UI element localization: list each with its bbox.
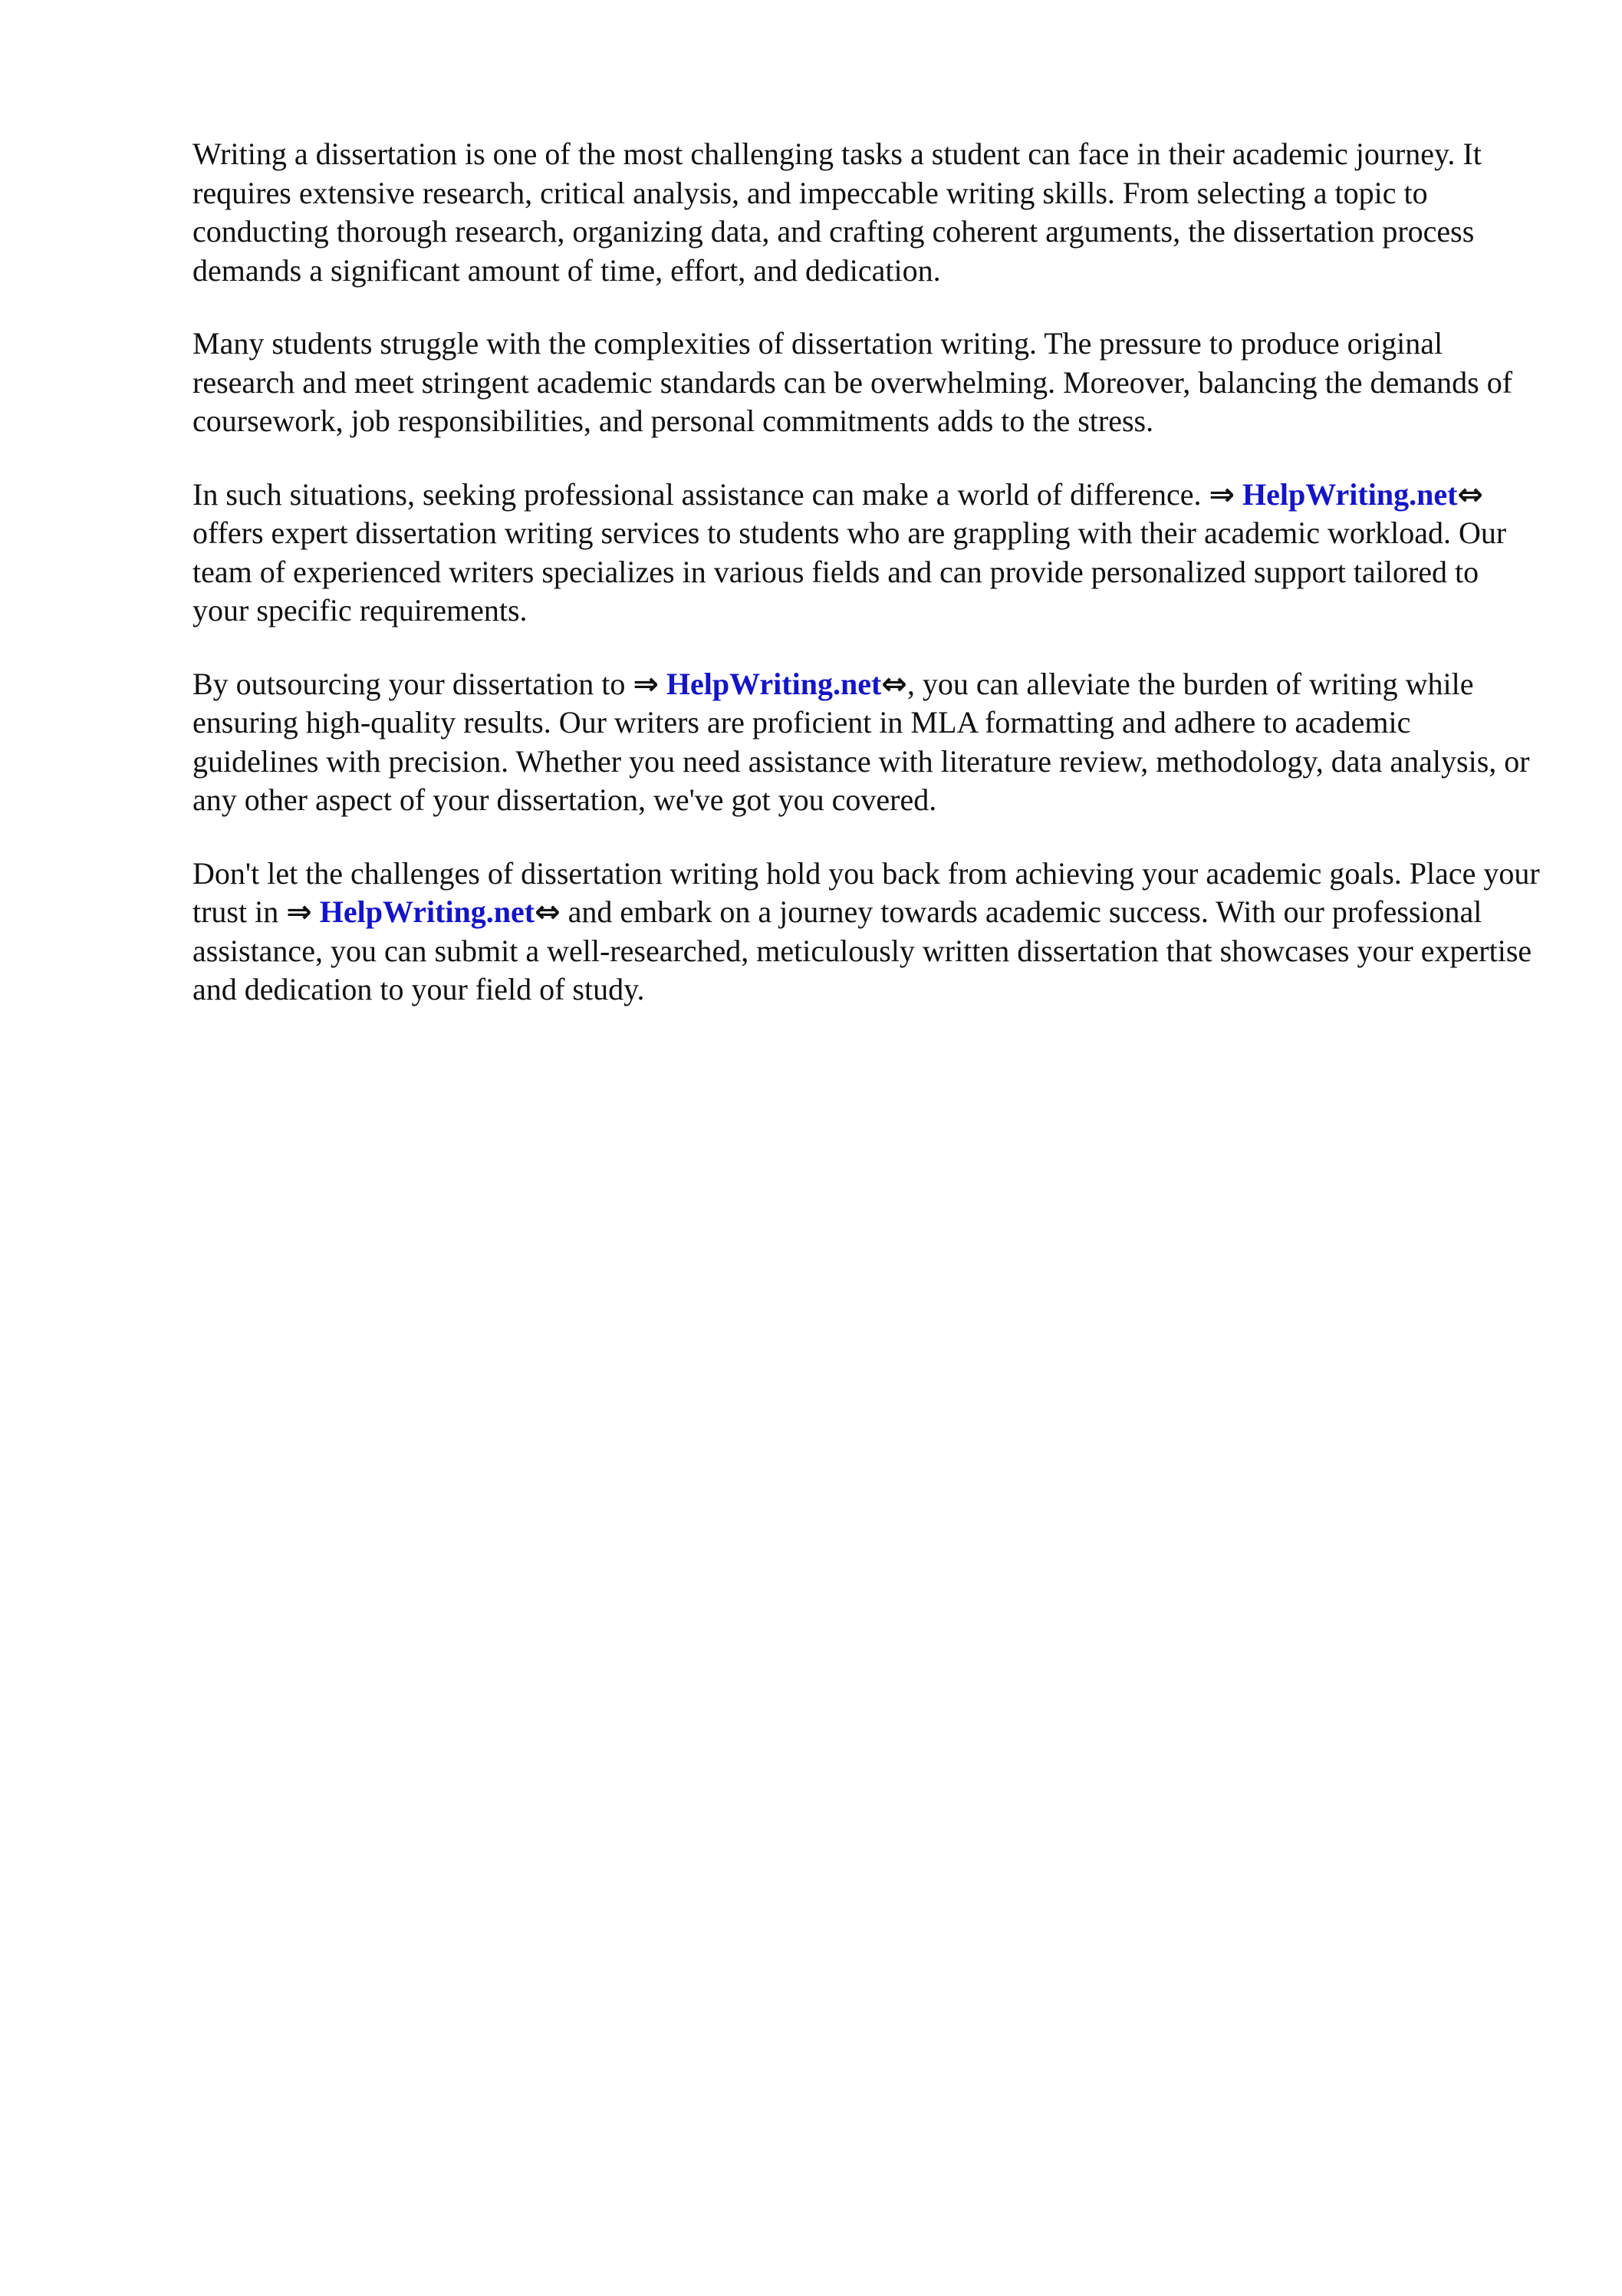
paragraph-3-text-after: offers expert dissertation writing services to students who are grappling with their academic workload. Our team of experienced writers specializes in various fields and can provide personalized support tailored to your specific requirements. bbox=[192, 516, 1507, 628]
helpwriting-link[interactable]: HelpWriting.net bbox=[1242, 476, 1458, 512]
paragraph-5 bbox=[192, 855, 1542, 1010]
right-arrow-icon: ⇒ bbox=[633, 666, 659, 702]
paragraph-5-text-after: and embark on a journey towards academic success. With our professional assistance, you can submit a well-researched, meticulously written dissertation that showcases your expertise and dedication to your field of study. bbox=[192, 894, 1532, 1006]
paragraph-1 bbox=[192, 135, 1542, 290]
paragraph-3 bbox=[192, 476, 1542, 631]
double-arrow-icon: ⇔ bbox=[1457, 476, 1483, 512]
helpwriting-link[interactable]: HelpWriting.net bbox=[319, 894, 535, 929]
paragraph-4-text-after: , you can alleviate the burden of writing while ensuring high-quality results. Our writers are proficient in MLA formatting and adhere to academic guidelines with precision. Whether you need assistance with literature review, methodology, data analysis, or any other aspect of your dissertation, we've got you covered. bbox=[192, 666, 1530, 817]
double-arrow-icon: ⇔ bbox=[881, 666, 907, 702]
paragraph-4-text-before: By outsourcing your dissertation to bbox=[192, 666, 626, 701]
paragraph-3-text-before: In such situations, seeking professional assistance can make a world of difference. bbox=[192, 476, 1202, 512]
paragraph-5-text-before: Don't let the challenges of dissertation writing hold you back from achieving your academic goals. Place your trust in bbox=[192, 855, 1540, 929]
paragraph-1-text: Writing a dissertation is one of the most challenging tasks a student can face in their academic journey. It requires extensive research, critical analysis, and impeccable writing skills. From selecting a topic to conducting thorough research, organizing data, and crafting coherent arguments, the dissertation process demands a significant amount of time, effort, and dedication. bbox=[192, 137, 1482, 288]
paragraph-2 bbox=[192, 324, 1542, 441]
paragraph-2-text: Many students struggle with the complexities of dissertation writing. The pressure to produce original research and meet stringent academic standards can be overwhelming. Moreover, balancing the demands of coursework, job responsibilities, and personal commitments adds to the stress. bbox=[192, 326, 1513, 438]
helpwriting-link[interactable]: HelpWriting.net bbox=[666, 666, 882, 701]
right-arrow-icon: ⇒ bbox=[1209, 476, 1235, 512]
paragraph-4 bbox=[192, 665, 1542, 820]
right-arrow-icon: ⇒ bbox=[286, 894, 312, 930]
document-body bbox=[192, 135, 1542, 1044]
double-arrow-icon: ⇔ bbox=[535, 894, 561, 930]
